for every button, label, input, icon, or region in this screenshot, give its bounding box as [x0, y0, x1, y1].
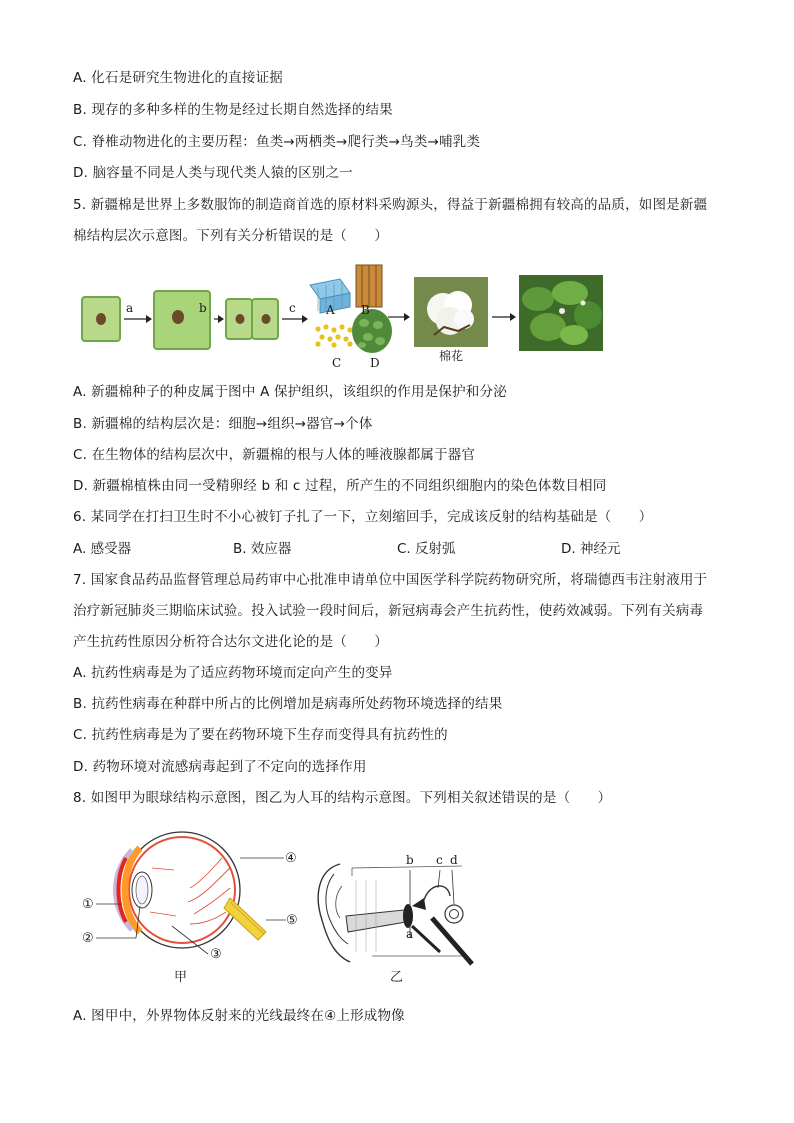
q5-option-a: A. 新疆棉种子的种皮属于图中 A 保护组织，该组织的作用是保护和分泌 — [73, 384, 507, 400]
tissue-c — [312, 323, 356, 348]
eye-caption: 甲 — [174, 970, 188, 985]
q7-stem-line3: 产生抗药性原因分析符合达尔文进化论的是（ ） — [73, 634, 389, 650]
q4-option-d: D. 脑容量不同是人类与现代类人猿的区别之一 — [73, 165, 353, 181]
eye-label-3: ③ — [210, 947, 222, 962]
q5-option-d: D. 新疆棉植株由同一受精卵经 b 和 c 过程，所产生的不同组织细胞内的染色体数目相同 — [73, 478, 607, 494]
q5-option-b: B. 新疆棉的结构层次是：细胞→组织→器官→个体 — [73, 416, 373, 432]
tissue-b — [356, 265, 382, 307]
ear-label-a: a — [406, 927, 414, 941]
ear-diagram — [312, 856, 477, 968]
q6-option-c: C. 反射弧 — [397, 541, 456, 557]
q7-option-b: B. 抗药性病毒在种群中所占的比例增加是病毒所处药物环境选择的结果 — [73, 696, 503, 712]
ear-label-c: c — [436, 853, 443, 867]
q6-option-b: B. 效应器 — [233, 541, 292, 557]
q5-option-c: C. 在生物体的结构层次中，新疆棉的根与人体的唾液腺都属于器官 — [73, 447, 476, 463]
arrow-a-label: a — [126, 301, 134, 315]
q7-option-c: C. 抗药性病毒是为了要在药物环境下生存而变得具有抗药性的 — [73, 727, 448, 743]
ear-caption: 乙 — [390, 970, 404, 985]
arrow-c-label: c — [289, 301, 296, 315]
q7-option-d: D. 药物环境对流感病毒起到了不定向的选择作用 — [73, 759, 367, 775]
ear-label-b: b — [406, 853, 414, 867]
q7-option-a: A. 抗药性病毒是为了适应药物环境而定向产生的变异 — [73, 665, 393, 681]
cotton-caption: 棉花 — [439, 349, 464, 363]
tissue-b-label: B — [361, 303, 370, 317]
q4-option-c: C. 脊椎动物进化的主要历程：鱼类→两栖类→爬行类→鸟类→哺乳类 — [73, 134, 481, 150]
q4-option-b: B. 现存的多种多样的生物是经过长期自然选择的结果 — [73, 102, 393, 118]
arrow-b-label: b — [199, 301, 207, 315]
eye-diagram — [80, 828, 310, 968]
q6-option-d: D. 神经元 — [561, 541, 621, 557]
cotton-boll-image — [414, 277, 488, 347]
nucleus-2 — [172, 310, 184, 324]
q4-option-a: A. 化石是研究生物进化的直接证据 — [73, 70, 283, 86]
q8-option-a: A. 图甲中，外界物体反射来的光线最终在④上形成物像 — [73, 1008, 405, 1024]
nucleus-1 — [96, 313, 106, 325]
eye-label-1: ① — [82, 897, 94, 912]
tissue-a-label: A — [326, 303, 335, 317]
eye-label-2: ② — [82, 931, 94, 946]
tissue-d — [352, 309, 392, 353]
q6-options — [73, 537, 713, 557]
eye-label-5: ⑤ — [286, 913, 298, 928]
q6-stem: 6. 某同学在打扫卫生时不小心被钉子扎了一下，立刻缩回手，完成该反射的结构基础是（ ） — [73, 509, 653, 525]
q6-option-a: A. 感受器 — [73, 541, 132, 557]
q5-stem-line1: 5. 新疆棉是世界上多数服饰的制造商首选的原材料采购源头，得益于新疆棉拥有较高的品质，如图是新疆 — [73, 197, 708, 213]
q7-stem-line1: 7. 国家食品药品监督管理总局药审中心批准申请单位中国医学科学院药物研究所，将瑞德西韦注射液用于 — [73, 572, 708, 588]
tissue-c-label: C — [332, 356, 342, 370]
cotton-plant-image — [519, 275, 603, 351]
q5-stem-line2: 棉结构层次示意图。下列有关分析错误的是（ ） — [73, 228, 389, 244]
q7-stem-line2: 治疗新冠肺炎三期临床试验。投入试验一段时间后，新冠病毒会产生抗药性，使药效减弱。下列有关病毒 — [73, 603, 704, 619]
ear-label-d: d — [450, 853, 458, 867]
eye-label-4: ④ — [285, 851, 297, 866]
cotton-structure-figure — [78, 265, 608, 375]
tissue-d-label: D — [370, 356, 380, 370]
q8-stem: 8. 如图甲为眼球结构示意图，图乙为人耳的结构示意图。下列相关叙述错误的是（ ） — [73, 790, 612, 806]
